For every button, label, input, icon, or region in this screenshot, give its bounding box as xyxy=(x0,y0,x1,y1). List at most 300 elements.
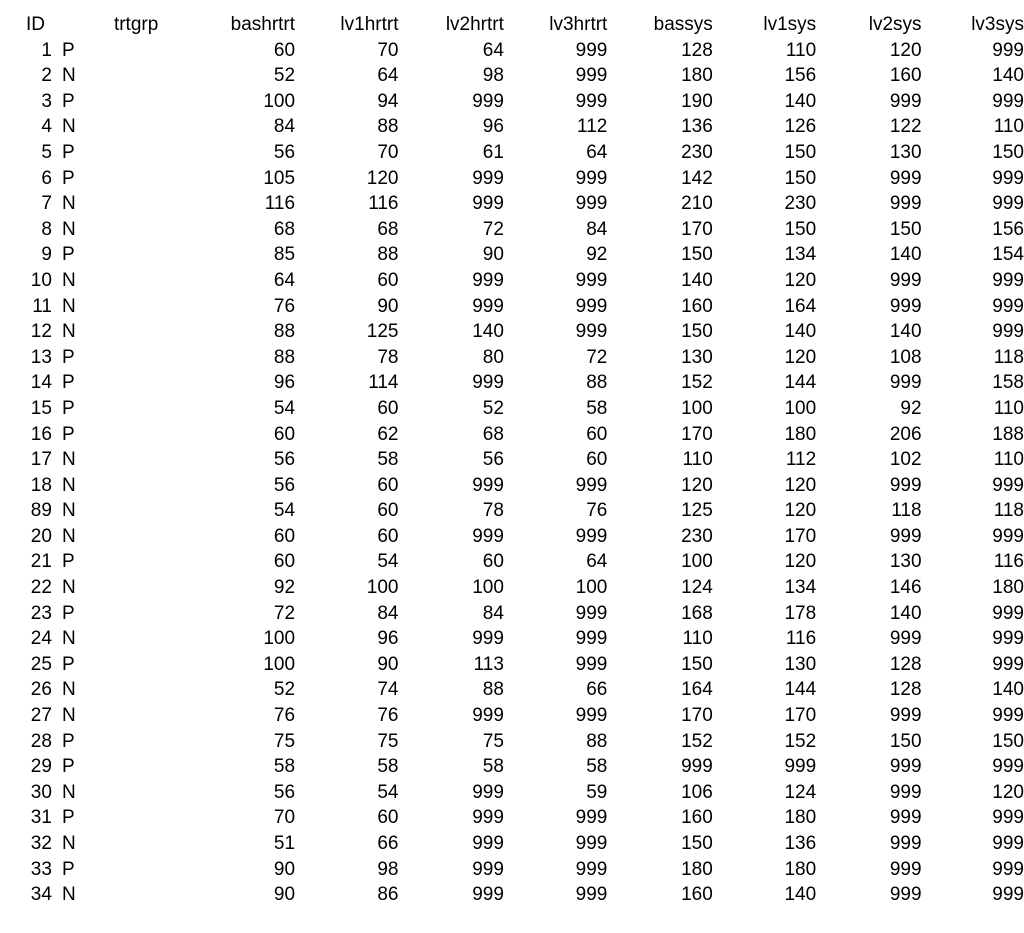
cell-lv1sys: 999 xyxy=(784,756,817,778)
cell-trtgrp: N xyxy=(61,833,76,854)
cell-lv3hrtrt: 72 xyxy=(586,346,608,368)
cell-lv3sys: 140 xyxy=(992,679,1024,701)
cell-lv1sys: 134 xyxy=(784,244,817,266)
cell-lv3sys: 156 xyxy=(992,218,1024,240)
cell-lv3sys: 999 xyxy=(992,653,1024,675)
table-row xyxy=(26,473,1024,499)
cell-bassys: 170 xyxy=(681,705,713,727)
cell-lv2sys: 140 xyxy=(889,321,922,343)
cell-lv1hrtrt: 68 xyxy=(377,218,399,240)
cell-lv3hrtrt: 999 xyxy=(575,628,608,650)
cell-lv1sys: 150 xyxy=(784,218,817,240)
cell-lv1hrtrt: 90 xyxy=(377,295,399,317)
header-lv2hrtrt: lv2hrtrt xyxy=(445,14,504,35)
cell-id: 22 xyxy=(30,577,52,599)
cell-lv3sys: 110 xyxy=(993,449,1024,471)
cell-bassys: 150 xyxy=(681,321,713,343)
cell-lv1hrtrt: 62 xyxy=(377,423,399,445)
cell-trtgrp: N xyxy=(61,628,76,650)
cell-trtgrp: P xyxy=(61,423,75,445)
cell-id: 29 xyxy=(30,756,52,778)
cell-lv1hrtrt: 114 xyxy=(368,372,399,394)
cell-lv2sys: 999 xyxy=(889,705,922,727)
cell-lv2sys: 102 xyxy=(889,449,922,471)
cell-trtgrp: P xyxy=(61,602,75,624)
cell-lv3hrtrt: 66 xyxy=(586,679,608,701)
cell-bassys: 210 xyxy=(681,193,713,215)
cell-bassys: 190 xyxy=(681,90,713,112)
cell-lv3hrtrt: 999 xyxy=(575,474,608,496)
cell-lv2sys: 999 xyxy=(889,858,922,880)
cell-lv2sys: 140 xyxy=(889,602,922,624)
cell-lv3hrtrt: 999 xyxy=(575,90,608,112)
cell-lv2hrtrt: 999 xyxy=(472,474,504,496)
cell-bassys: 140 xyxy=(681,269,713,291)
cell-lv2hrtrt: 999 xyxy=(472,858,504,880)
cell-trtgrp: P xyxy=(61,397,75,419)
cell-lv3hrtrt: 58 xyxy=(586,397,608,419)
cell-bassys: 180 xyxy=(681,858,713,880)
cell-bassys: 230 xyxy=(681,525,713,547)
cell-lv3sys: 999 xyxy=(992,602,1024,624)
cell-lv3sys: 999 xyxy=(992,525,1024,547)
cell-lv3hrtrt: 88 xyxy=(586,372,608,394)
cell-lv1hrtrt: 96 xyxy=(377,628,399,650)
table-row xyxy=(26,882,1024,908)
cell-trtgrp: P xyxy=(61,551,75,573)
cell-lv3hrtrt: 999 xyxy=(575,833,608,854)
cell-lv2sys: 999 xyxy=(889,193,922,215)
cell-bashrtrt: 56 xyxy=(273,474,296,496)
cell-bassys: 150 xyxy=(681,244,713,266)
cell-lv3hrtrt: 58 xyxy=(586,756,608,778)
cell-bassys: 106 xyxy=(681,781,713,803)
header-id: ID xyxy=(26,14,45,35)
cell-lv2hrtrt: 999 xyxy=(472,833,504,854)
cell-lv3hrtrt: 999 xyxy=(575,525,608,547)
cell-lv3hrtrt: 60 xyxy=(586,449,608,471)
cell-lv3hrtrt: 999 xyxy=(575,705,608,727)
cell-trtgrp: P xyxy=(61,39,75,61)
cell-lv2sys: 999 xyxy=(889,807,922,829)
cell-bassys: 142 xyxy=(681,167,713,189)
table-row xyxy=(26,89,1024,115)
cell-bashrtrt: 85 xyxy=(273,244,296,266)
cell-id: 24 xyxy=(30,628,52,650)
cell-lv1hrtrt: 70 xyxy=(377,39,399,61)
cell-lv1hrtrt: 60 xyxy=(377,525,399,547)
cell-bassys: 160 xyxy=(681,295,713,317)
cell-trtgrp: N xyxy=(61,269,76,291)
cell-lv2hrtrt: 98 xyxy=(482,65,504,87)
header-lv1sys: lv1sys xyxy=(763,14,817,35)
cell-lv1sys: 112 xyxy=(785,449,817,471)
cell-lv3sys: 180 xyxy=(992,577,1024,599)
cell-lv3sys: 999 xyxy=(992,90,1024,112)
cell-lv2hrtrt: 999 xyxy=(472,372,504,394)
cell-trtgrp: N xyxy=(61,116,76,138)
cell-bashrtrt: 75 xyxy=(273,730,296,752)
cell-lv2sys: 999 xyxy=(889,833,922,854)
cell-lv1sys: 180 xyxy=(784,807,817,829)
cell-lv3sys: 110 xyxy=(993,397,1024,419)
cell-id: 16 xyxy=(30,423,52,445)
cell-lv3sys: 999 xyxy=(992,167,1024,189)
table-row xyxy=(26,703,1024,729)
cell-lv2hrtrt: 60 xyxy=(482,551,504,573)
cell-trtgrp: N xyxy=(61,449,76,471)
cell-bashrtrt: 64 xyxy=(273,269,296,291)
cell-lv1sys: 134 xyxy=(784,577,817,599)
cell-trtgrp: N xyxy=(61,781,76,803)
cell-lv3hrtrt: 999 xyxy=(575,602,608,624)
cell-lv3sys: 110 xyxy=(993,116,1024,138)
cell-lv3hrtrt: 999 xyxy=(575,807,608,829)
cell-bassys: 168 xyxy=(681,602,713,624)
table-row xyxy=(26,191,1024,217)
cell-lv3sys: 158 xyxy=(992,372,1024,394)
cell-lv2hrtrt: 999 xyxy=(472,193,504,215)
table-row xyxy=(26,63,1024,89)
data-table xyxy=(26,12,1024,908)
cell-lv3sys: 999 xyxy=(992,474,1024,496)
cell-id: 28 xyxy=(30,730,52,752)
header-trtgrp: trtgrp xyxy=(113,14,159,35)
cell-lv2hrtrt: 75 xyxy=(482,730,504,752)
cell-lv2hrtrt: 999 xyxy=(472,167,504,189)
table-row xyxy=(26,524,1024,550)
cell-id: 32 xyxy=(30,833,52,854)
cell-lv3hrtrt: 100 xyxy=(575,577,608,599)
cell-lv2hrtrt: 61 xyxy=(482,141,504,163)
cell-bashrtrt: 96 xyxy=(273,372,296,394)
cell-lv3hrtrt: 92 xyxy=(586,244,608,266)
cell-lv2hrtrt: 78 xyxy=(482,500,504,522)
cell-lv1sys: 170 xyxy=(784,705,817,727)
cell-lv1sys: 120 xyxy=(784,346,817,368)
cell-bashrtrt: 52 xyxy=(273,679,296,701)
cell-lv3hrtrt: 76 xyxy=(586,500,608,522)
table-row xyxy=(26,114,1024,140)
cell-lv3hrtrt: 999 xyxy=(575,858,608,880)
cell-bassys: 160 xyxy=(681,884,713,906)
cell-trtgrp: P xyxy=(61,167,75,189)
table-row xyxy=(26,370,1024,396)
cell-lv3sys: 999 xyxy=(992,628,1024,650)
cell-lv2sys: 120 xyxy=(889,39,922,61)
cell-lv1sys: 144 xyxy=(784,372,817,394)
cell-lv1hrtrt: 75 xyxy=(377,730,399,752)
cell-lv1sys: 140 xyxy=(784,321,817,343)
cell-lv2hrtrt: 999 xyxy=(472,781,504,803)
cell-lv2hrtrt: 72 xyxy=(482,218,504,240)
table-row xyxy=(26,780,1024,806)
cell-lv1hrtrt: 125 xyxy=(366,321,399,343)
cell-lv3hrtrt: 999 xyxy=(575,167,608,189)
cell-lv2sys: 999 xyxy=(889,90,922,112)
cell-bassys: 110 xyxy=(682,449,713,471)
cell-id: 23 xyxy=(30,602,52,624)
cell-trtgrp: N xyxy=(61,295,76,317)
cell-lv2hrtrt: 999 xyxy=(472,525,504,547)
cell-trtgrp: P xyxy=(61,141,75,163)
table-row xyxy=(26,294,1024,320)
cell-trtgrp: P xyxy=(61,730,75,752)
cell-lv3sys: 118 xyxy=(993,500,1024,522)
cell-lv2sys: 999 xyxy=(889,525,922,547)
cell-id: 25 xyxy=(30,653,52,675)
cell-lv2hrtrt: 56 xyxy=(482,449,504,471)
cell-lv1hrtrt: 54 xyxy=(377,551,399,573)
cell-bassys: 110 xyxy=(682,628,713,650)
cell-lv1hrtrt: 90 xyxy=(377,653,399,675)
cell-trtgrp: N xyxy=(61,884,76,906)
cell-lv3sys: 999 xyxy=(992,858,1024,880)
cell-lv2hrtrt: 84 xyxy=(482,602,504,624)
cell-lv3sys: 120 xyxy=(992,781,1024,803)
table-row xyxy=(26,575,1024,601)
table-row xyxy=(26,652,1024,678)
cell-id: 3 xyxy=(41,90,52,112)
cell-lv2sys: 92 xyxy=(900,397,922,419)
cell-lv2hrtrt: 999 xyxy=(472,705,504,727)
cell-bashrtrt: 100 xyxy=(263,90,296,112)
cell-bashrtrt: 100 xyxy=(263,628,296,650)
cell-bassys: 130 xyxy=(681,346,713,368)
cell-trtgrp: P xyxy=(61,653,75,675)
cell-lv1sys: 120 xyxy=(784,474,817,496)
cell-lv2hrtrt: 999 xyxy=(472,295,504,317)
cell-bashrtrt: 56 xyxy=(273,141,296,163)
cell-id: 8 xyxy=(41,218,52,240)
cell-lv3sys: 118 xyxy=(993,346,1024,368)
cell-lv2hrtrt: 140 xyxy=(472,321,504,343)
cell-lv1sys: 100 xyxy=(784,397,817,419)
cell-bashrtrt: 51 xyxy=(273,833,296,854)
cell-lv2sys: 150 xyxy=(889,218,922,240)
cell-bassys: 152 xyxy=(681,730,713,752)
cell-lv2hrtrt: 999 xyxy=(472,90,504,112)
cell-lv2hrtrt: 68 xyxy=(482,423,504,445)
cell-bassys: 164 xyxy=(681,679,713,701)
cell-lv3sys: 116 xyxy=(993,551,1024,573)
cell-bassys: 125 xyxy=(681,500,713,522)
cell-bashrtrt: 90 xyxy=(273,858,296,880)
cell-trtgrp: N xyxy=(61,679,76,701)
cell-lv1sys: 150 xyxy=(784,141,817,163)
cell-lv3hrtrt: 59 xyxy=(586,781,608,803)
cell-bashrtrt: 52 xyxy=(273,65,296,87)
table-row xyxy=(26,38,1024,64)
cell-lv2sys: 118 xyxy=(891,500,922,522)
cell-id: 9 xyxy=(41,244,52,266)
table-row xyxy=(26,345,1024,371)
cell-lv1sys: 230 xyxy=(784,193,817,215)
table-row xyxy=(26,831,1024,857)
cell-bashrtrt: 70 xyxy=(273,807,296,829)
cell-lv3sys: 999 xyxy=(992,321,1024,343)
cell-bashrtrt: 60 xyxy=(273,39,296,61)
cell-lv3hrtrt: 999 xyxy=(575,321,608,343)
cell-id: 34 xyxy=(30,884,52,906)
cell-lv3hrtrt: 84 xyxy=(586,218,608,240)
cell-lv1hrtrt: 60 xyxy=(377,474,399,496)
header-row xyxy=(26,12,1024,38)
cell-lv1sys: 110 xyxy=(785,39,817,61)
cell-trtgrp: P xyxy=(61,346,75,368)
cell-lv1sys: 180 xyxy=(784,423,817,445)
table-row xyxy=(26,601,1024,627)
cell-lv1sys: 170 xyxy=(784,525,817,547)
cell-lv3hrtrt: 88 xyxy=(586,730,608,752)
cell-lv1sys: 116 xyxy=(785,628,817,650)
table-body xyxy=(26,38,1024,908)
cell-bashrtrt: 84 xyxy=(273,116,296,138)
cell-lv3hrtrt: 999 xyxy=(575,653,608,675)
cell-lv1sys: 140 xyxy=(784,884,817,906)
cell-bassys: 170 xyxy=(681,423,713,445)
cell-bashrtrt: 60 xyxy=(273,525,296,547)
cell-lv2sys: 128 xyxy=(889,653,922,675)
cell-lv2sys: 160 xyxy=(889,65,922,87)
cell-lv2sys: 999 xyxy=(889,295,922,317)
table-row xyxy=(26,396,1024,422)
cell-lv3hrtrt: 64 xyxy=(586,551,608,573)
cell-lv2hrtrt: 113 xyxy=(473,653,504,675)
table-row xyxy=(26,140,1024,166)
table-row xyxy=(26,319,1024,345)
cell-id: 1 xyxy=(41,39,52,61)
cell-lv3sys: 999 xyxy=(992,884,1024,906)
cell-bashrtrt: 68 xyxy=(273,218,296,240)
cell-id: 18 xyxy=(30,474,52,496)
cell-id: 89 xyxy=(30,500,52,522)
cell-lv2sys: 999 xyxy=(889,372,922,394)
cell-lv2hrtrt: 58 xyxy=(482,756,504,778)
cell-lv3sys: 150 xyxy=(992,730,1024,752)
table-row xyxy=(26,626,1024,652)
table-row xyxy=(26,549,1024,575)
cell-lv2sys: 999 xyxy=(889,269,922,291)
cell-bashrtrt: 116 xyxy=(264,193,296,215)
header-bassys: bassys xyxy=(653,14,713,35)
cell-lv3hrtrt: 999 xyxy=(575,39,608,61)
cell-bashrtrt: 76 xyxy=(273,705,296,727)
cell-bassys: 120 xyxy=(681,474,713,496)
cell-lv3sys: 999 xyxy=(992,193,1024,215)
cell-id: 10 xyxy=(30,269,52,291)
cell-id: 4 xyxy=(41,116,52,138)
cell-id: 17 xyxy=(30,449,52,471)
cell-lv2hrtrt: 999 xyxy=(472,269,504,291)
cell-bashrtrt: 54 xyxy=(273,500,296,522)
cell-lv1sys: 130 xyxy=(784,653,817,675)
cell-lv2sys: 150 xyxy=(889,730,922,752)
cell-lv1hrtrt: 86 xyxy=(377,884,399,906)
cell-lv1sys: 120 xyxy=(784,500,817,522)
cell-lv1hrtrt: 60 xyxy=(377,397,399,419)
cell-bassys: 170 xyxy=(681,218,713,240)
cell-lv3sys: 188 xyxy=(992,423,1024,445)
cell-id: 31 xyxy=(30,807,52,829)
cell-id: 13 xyxy=(30,346,52,368)
cell-lv2hrtrt: 52 xyxy=(482,397,504,419)
cell-lv3hrtrt: 999 xyxy=(575,193,608,215)
cell-id: 14 xyxy=(30,372,52,394)
cell-lv1hrtrt: 60 xyxy=(377,269,399,291)
cell-lv2sys: 206 xyxy=(889,423,922,445)
cell-bassys: 136 xyxy=(681,116,713,138)
cell-trtgrp: N xyxy=(61,500,76,522)
cell-bassys: 999 xyxy=(681,756,713,778)
cell-lv2sys: 146 xyxy=(889,577,922,599)
cell-lv3hrtrt: 999 xyxy=(575,65,608,87)
cell-lv2hrtrt: 96 xyxy=(482,116,504,138)
table-row xyxy=(26,754,1024,780)
cell-lv1hrtrt: 58 xyxy=(377,449,399,471)
cell-lv1hrtrt: 94 xyxy=(377,90,399,112)
header-lv2sys: lv2sys xyxy=(868,14,922,35)
cell-bashrtrt: 76 xyxy=(273,295,296,317)
cell-bassys: 150 xyxy=(681,833,713,854)
cell-lv3sys: 999 xyxy=(992,807,1024,829)
cell-bashrtrt: 100 xyxy=(263,653,296,675)
cell-lv1sys: 152 xyxy=(784,730,817,752)
cell-lv2sys: 999 xyxy=(889,474,922,496)
cell-lv2sys: 122 xyxy=(889,116,922,138)
cell-lv3hrtrt: 999 xyxy=(575,884,608,906)
cell-bashrtrt: 58 xyxy=(273,756,296,778)
cell-lv1sys: 150 xyxy=(784,167,817,189)
cell-id: 30 xyxy=(30,781,52,803)
cell-lv3hrtrt: 64 xyxy=(586,141,608,163)
cell-id: 7 xyxy=(41,193,52,215)
cell-trtgrp: N xyxy=(61,705,76,727)
cell-lv1sys: 156 xyxy=(784,65,817,87)
cell-lv2sys: 999 xyxy=(889,628,922,650)
cell-lv3hrtrt: 999 xyxy=(575,269,608,291)
cell-lv1hrtrt: 88 xyxy=(377,116,399,138)
table-row xyxy=(26,857,1024,883)
cell-lv2sys: 130 xyxy=(889,551,922,573)
cell-lv2hrtrt: 100 xyxy=(472,577,504,599)
cell-bassys: 100 xyxy=(681,397,713,419)
cell-bashrtrt: 60 xyxy=(273,551,296,573)
cell-lv1hrtrt: 58 xyxy=(377,756,399,778)
cell-trtgrp: N xyxy=(61,525,76,547)
cell-lv1sys: 164 xyxy=(784,295,817,317)
cell-id: 12 xyxy=(30,321,52,343)
cell-lv2hrtrt: 88 xyxy=(482,679,504,701)
cell-lv2hrtrt: 80 xyxy=(482,346,504,368)
cell-lv2sys: 999 xyxy=(889,756,922,778)
cell-lv1hrtrt: 66 xyxy=(377,833,399,854)
cell-lv2sys: 130 xyxy=(889,141,922,163)
cell-lv1hrtrt: 64 xyxy=(377,65,399,87)
header-bashrtrt: bashrtrt xyxy=(230,14,296,35)
header-lv3sys: lv3sys xyxy=(971,14,1024,35)
cell-lv1hrtrt: 70 xyxy=(377,141,399,163)
table-row xyxy=(26,447,1024,473)
cell-trtgrp: P xyxy=(61,807,75,829)
cell-id: 33 xyxy=(30,858,52,880)
cell-bashrtrt: 90 xyxy=(273,884,296,906)
cell-id: 20 xyxy=(30,525,52,547)
table-row xyxy=(26,268,1024,294)
cell-lv1sys: 126 xyxy=(784,116,817,138)
cell-lv2hrtrt: 999 xyxy=(472,628,504,650)
table-row xyxy=(26,217,1024,243)
